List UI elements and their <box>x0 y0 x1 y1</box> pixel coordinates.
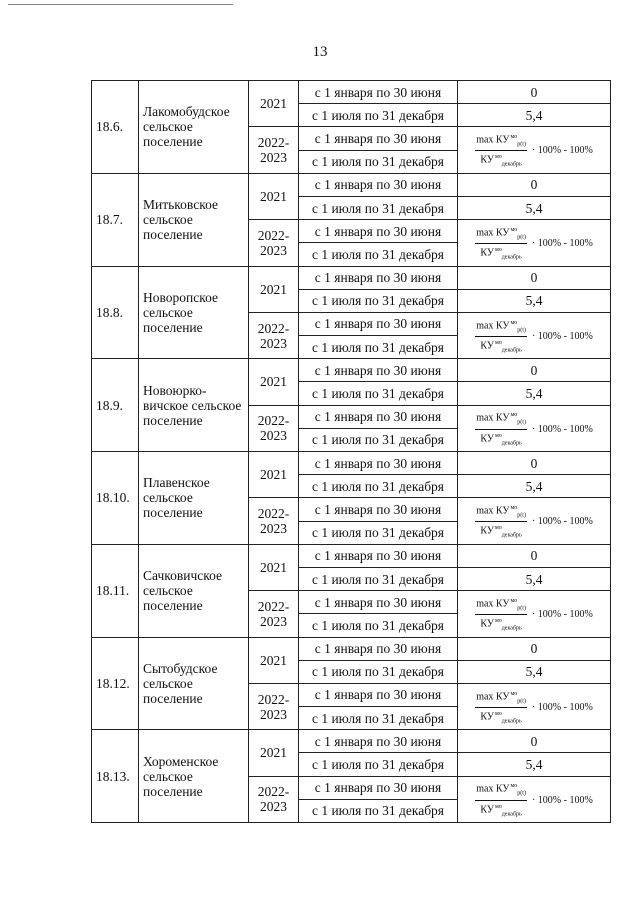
formula-cell <box>458 127 611 173</box>
value-cell: 0 <box>458 266 611 289</box>
table-row <box>92 637 611 660</box>
period-cell: с 1 января по 30 июня <box>299 452 458 475</box>
year-cell: 2022- 2023 <box>249 498 299 544</box>
year-cell: 2022- 2023 <box>249 312 299 358</box>
formula-denominator: $КУ^{мо}_{декабрь}$ <box>480 432 522 446</box>
formula-cell <box>458 498 611 544</box>
period-cell: с 1 января по 30 июня <box>299 544 458 567</box>
year-cell: 2021 <box>249 266 299 312</box>
formula-tail: · 100% - 100% <box>531 330 593 342</box>
settlement-name: Лакомобудское сельское поселение <box>139 81 249 174</box>
period-cell: с 1 июля по 31 декабря <box>299 753 458 776</box>
year-cell: 2021 <box>249 359 299 405</box>
formula-fraction <box>475 596 527 634</box>
period-cell: с 1 июля по 31 декабря <box>299 660 458 683</box>
formula-fraction <box>475 132 527 170</box>
formula-tail: · 100% - 100% <box>531 423 593 435</box>
formula-tail: · 100% - 100% <box>531 145 593 157</box>
formula-tail: · 100% - 100% <box>531 794 593 806</box>
year-cell: 2022- 2023 <box>249 127 299 173</box>
table-row <box>92 173 611 196</box>
formula-cell <box>458 405 611 451</box>
formula-numerator: $\max КУ^{мо}_{р(t)}$ <box>475 318 527 337</box>
year-cell: 2021 <box>249 730 299 776</box>
table-row <box>92 452 611 475</box>
formula-cell <box>458 312 611 358</box>
period-cell: с 1 июля по 31 декабря <box>299 104 458 127</box>
period-cell: с 1 июля по 31 декабря <box>299 428 458 451</box>
year-cell: 2022- 2023 <box>249 405 299 451</box>
formula <box>475 132 593 170</box>
header-rule <box>8 4 233 5</box>
period-cell: с 1 января по 30 июня <box>299 81 458 104</box>
formula-tail: · 100% - 100% <box>531 609 593 621</box>
formula-tail: · 100% - 100% <box>531 238 593 250</box>
settlement-name: Сытобудское сельское поселение <box>139 637 249 730</box>
formula-numerator: $\max КУ^{мо}_{р(t)}$ <box>475 596 527 615</box>
year-cell: 2021 <box>249 173 299 219</box>
period-cell: с 1 июля по 31 декабря <box>299 150 458 173</box>
formula-denominator: $КУ^{мо}_{декабрь}$ <box>480 803 522 817</box>
period-cell: с 1 января по 30 июня <box>299 173 458 196</box>
formula-numerator: $\max КУ^{мо}_{р(t)}$ <box>475 132 527 151</box>
year-cell: 2021 <box>249 452 299 498</box>
formula-fraction <box>475 225 527 263</box>
period-cell: с 1 января по 30 июня <box>299 730 458 753</box>
period-cell: с 1 июля по 31 декабря <box>299 614 458 637</box>
year-cell: 2021 <box>249 544 299 590</box>
table-row <box>92 266 611 289</box>
formula <box>475 318 593 356</box>
formula-numerator: $\max КУ^{мо}_{р(t)}$ <box>475 225 527 244</box>
formula <box>475 503 593 541</box>
period-cell: с 1 января по 30 июня <box>299 266 458 289</box>
period-cell: с 1 января по 30 июня <box>299 776 458 799</box>
table-row <box>92 730 611 753</box>
period-cell: с 1 июля по 31 декабря <box>299 521 458 544</box>
value-cell: 5,4 <box>458 475 611 498</box>
formula-denominator: $КУ^{мо}_{декабрь}$ <box>480 525 522 539</box>
settlement-name: Новоропское сельское поселение <box>139 266 249 359</box>
period-cell: с 1 июля по 31 декабря <box>299 196 458 219</box>
settlement-name: Хороменское сельское поселение <box>139 730 249 823</box>
row-number: 18.6. <box>92 81 139 174</box>
table-row <box>92 81 611 104</box>
formula-cell <box>458 683 611 729</box>
formula-numerator: $\max КУ^{мо}_{р(t)}$ <box>475 689 527 708</box>
settlement-name: Новоюрко-вичское сельское поселение <box>139 359 249 452</box>
page-number: 13 <box>312 44 328 60</box>
value-cell: 0 <box>458 730 611 753</box>
value-cell: 0 <box>458 452 611 475</box>
table-row <box>92 359 611 382</box>
year-cell: 2022- 2023 <box>249 683 299 729</box>
formula-numerator: $\max КУ^{мо}_{р(t)}$ <box>475 410 527 429</box>
period-cell: с 1 января по 30 июня <box>299 220 458 243</box>
value-cell: 5,4 <box>458 196 611 219</box>
formula-fraction <box>475 689 527 727</box>
value-cell: 0 <box>458 359 611 382</box>
value-cell: 5,4 <box>458 567 611 590</box>
row-number: 18.13. <box>92 730 139 823</box>
year-cell: 2022- 2023 <box>249 591 299 637</box>
value-cell: 0 <box>458 173 611 196</box>
year-cell: 2022- 2023 <box>249 220 299 266</box>
formula-cell <box>458 591 611 637</box>
period-cell: с 1 января по 30 июня <box>299 498 458 521</box>
row-number: 18.11. <box>92 544 139 637</box>
formula-denominator: $КУ^{мо}_{декабрь}$ <box>480 247 522 261</box>
row-number: 18.9. <box>92 359 139 452</box>
period-cell: с 1 июля по 31 декабря <box>299 289 458 312</box>
formula-denominator: $КУ^{мо}_{декабрь}$ <box>480 339 522 354</box>
period-cell: с 1 января по 30 июня <box>299 127 458 150</box>
value-cell: 5,4 <box>458 289 611 312</box>
formula-tail: · 100% - 100% <box>531 701 593 713</box>
period-cell: с 1 июля по 31 декабря <box>299 475 458 498</box>
year-cell: 2021 <box>249 81 299 127</box>
table-body <box>92 81 611 823</box>
row-number: 18.8. <box>92 266 139 359</box>
period-cell: с 1 июля по 31 декабря <box>299 799 458 822</box>
period-cell: с 1 июля по 31 декабря <box>299 243 458 266</box>
value-cell: 5,4 <box>458 660 611 683</box>
row-number: 18.10. <box>92 452 139 545</box>
table-row <box>92 544 611 567</box>
year-cell: 2022- 2023 <box>249 776 299 822</box>
formula-denominator: $КУ^{мо}_{декабрь}$ <box>480 154 522 168</box>
settlement-name: Сачковичское сельское поселение <box>139 544 249 637</box>
period-cell: с 1 июля по 31 декабря <box>299 336 458 359</box>
formula-fraction <box>475 318 527 356</box>
formula <box>475 410 593 448</box>
formula-numerator: $\max КУ^{мо}_{р(t)}$ <box>475 781 527 800</box>
formula-tail: · 100% - 100% <box>531 516 593 528</box>
formula-numerator: $\max КУ^{мо}_{р(t)}$ <box>475 503 527 522</box>
value-cell: 0 <box>458 544 611 567</box>
tariff-table <box>91 80 611 823</box>
value-cell: 0 <box>458 81 611 104</box>
period-cell: с 1 января по 30 июня <box>299 637 458 660</box>
formula-fraction <box>475 781 527 819</box>
period-cell: с 1 июля по 31 декабря <box>299 567 458 590</box>
row-number: 18.12. <box>92 637 139 730</box>
period-cell: с 1 января по 30 июня <box>299 591 458 614</box>
year-cell: 2021 <box>249 637 299 683</box>
period-cell: с 1 января по 30 июня <box>299 359 458 382</box>
period-cell: с 1 января по 30 июня <box>299 405 458 428</box>
settlement-name: Плавенское сельское поселение <box>139 452 249 545</box>
formula <box>475 225 593 263</box>
formula-cell <box>458 776 611 822</box>
formula <box>475 689 593 727</box>
formula-denominator: $КУ^{мо}_{декабрь}$ <box>480 618 522 632</box>
row-number: 18.7. <box>92 173 139 266</box>
period-cell: с 1 января по 30 июня <box>299 312 458 335</box>
formula <box>475 596 593 634</box>
value-cell: 5,4 <box>458 753 611 776</box>
formula <box>475 781 593 819</box>
period-cell: с 1 января по 30 июня <box>299 683 458 706</box>
settlement-name: Митьковское сельское поселение <box>139 173 249 266</box>
formula-cell <box>458 220 611 266</box>
period-cell: с 1 июля по 31 декабря <box>299 382 458 405</box>
formula-fraction <box>475 410 527 448</box>
formula-fraction <box>475 503 527 541</box>
value-cell: 0 <box>458 637 611 660</box>
formula-denominator: $КУ^{мо}_{декабрь}$ <box>480 710 522 725</box>
value-cell: 5,4 <box>458 104 611 127</box>
value-cell: 5,4 <box>458 382 611 405</box>
period-cell: с 1 июля по 31 декабря <box>299 707 458 730</box>
